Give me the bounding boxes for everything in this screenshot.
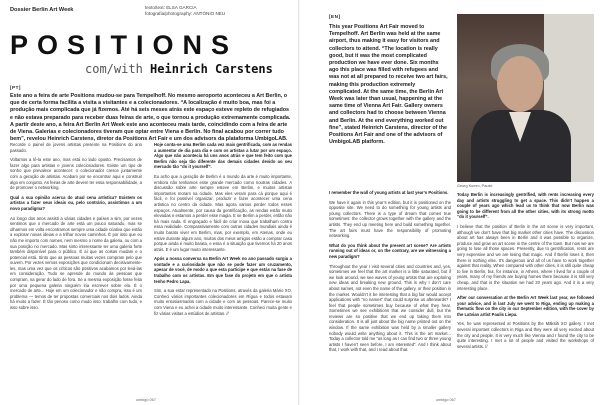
body-column-pt-2	[154, 142, 292, 320]
interview-question: Após a nossa conversa na Berlin Art Week no ano passado surgiu a vontade e a curiosidade que não se pode fazer um cruzamento, apesar de você, de modo a que esta participe e que estás na fase de trabalho com os artistas. Em que fase do projeto em que o artista tenho Pedro Lapa.	[154, 256, 292, 284]
photo-caption: Georg Kumm, Pause	[457, 184, 493, 188]
paragraph: Throughout the year I visit several cities and countries and, yes, sometimes we feel that the art market is a little saturated, but if we look around, we see waves of young artists that are exploring new ideas and breaking new ground. This is why I don’t care about names, not even the name of the gallery, or their position in the market. Wouldn’t it be interesting that a big fair would accept applications with “no names” that could surprise us afterwards? I feel that people sometimes buy because of what they hear. Sometimes we see exhibitions that we consider dull, but the reviews are so positive that we end up taking them into consideration. It is all just about the big name printed out on the window. If the same exhibition was held by a smaller gallery nobody would write anything about it. This is the art market... Today a collector told me “as long as I can find two or three young artists I haven’t seen before, I am interested”. And I think about that, I work with that, and I read about that.	[329, 263, 451, 353]
paragraph: Recorde o painel de jovens artistas presente na Positions do ano passado.	[10, 142, 142, 153]
paragraph: Sim, a sua estar representado na Positions, através da galeria Mário XO. Conheci vários importantes colecionadores em Rígua e todos estavam muito entusiasmados com a cidade e com as pessoas. Parece-se muito com Viena e eu achei a cidade muito interessante. Conheci muita gente e fiz várias visitas a estúdios de artistas. //	[154, 288, 292, 316]
lead-paragraph-pt: Este ano a feira de arte Positions mudou-se para Tempelhoff. No mesmo aeroporto aconteceu a Art Berlin, o que de certa forma facilita a visita a visitantes e a colecionadores. “A localização é muito boa, mas foi a produção mais complicada que já fizemos. Até há seis meses atrás este espaço esteve repleto de refugiados e não estava preparado para receber duas feiras de arte, o que tornou a produção extremamente complicada. A partir deste ano, a feira Art Berlin Art Week este ano aconteceu mais tarde, coincidindo com a feira de arte de Viena. Galerias e colecionadores tiveram que optar entre Viena e Berlin. No final acabou por correr tudo bem”, revelou Heinrich Carstens, diretor da Positions Art Fair e um dos advisors da plataforma UmbigoLAB.	[10, 93, 291, 143]
section-header: Dossier Berlin Art Week	[10, 7, 74, 13]
paragraph: Voltamos a tê-la este ano, mas está no lado oposto. Precisamos de fazer algo para artistas e jovens colecionadores. Existe um tipo de sonho que prevalece acontecer: o colecionador cresce juntamente com a geração de artistas. Acabam por se encontrar aqui e construir algo em conjunto. As feiras de arte devem ter essa responsabilidade, a de promover o networking.	[10, 157, 142, 191]
lead-paragraph-en: This year Positions Art Fair moved to Tempelhoff. Art Berlin was held at the same airport, thus making it easy for visitors and collectors to attend. “The location is really good, but it was the most complicated production we have ever done. Six months ago this place was filled with refugees and was not at all prepared to receive two art fairs, making this production extremely complicated. At the same time, the Berlin Art Week was later than usual, happening at the same time of Vienna Art Fair. Gallery owners and collectors had to choose between Vienna and Berlin. At the end everything worked out fine”, stated Heinrich Carstens, director of the Positions Art Fair and one of the advisors of UmbigoLAB platform.	[329, 24, 448, 146]
paragraph: We have it again in this year’s edition, but it is positioned on the opposite site. We need to do something for young artists and young collectors. There is a type of dream that comes true sometimes: the collector grows together with the gallery and the artists. They end up meeting here and build something together. The art fairs must have the responsibility of promoting networking.	[329, 199, 451, 239]
interview-question: After our conversation at the Berlin Art Week last year, we followed your advice, and in last July we went to Riga, ending up making a thematic flow on the city in our September edition, with the cover by the Latvian artist Paulis Liepa.	[457, 295, 594, 317]
interview-question: I remember the wall of young artists at last year’s Positions.	[329, 190, 449, 195]
body-column-en-2	[457, 192, 594, 353]
body-column-en-1	[329, 190, 451, 357]
language-tag-en: [EN]	[329, 14, 341, 19]
interview-question: What do you think about the present art scene? Are artists running out of ideas or, on the contrary, are we witnessing a new paradigm?	[329, 242, 451, 259]
portrait-photo	[457, 14, 594, 182]
paragraph: Ao longo dos anos assisti a várias cidades e países a sim, por vezes sentimos que o mercado de arte está um pouco saturado, mas se olharmos em volta encontramos sempre uma cidade criativa que estão a explorar novas ideias e a trilhar novos caminhos. É por isso que eu não me importo com nomes, nem mesmo o nome da galeria, ou com a sua posição no mercado. Mas sinto interessante ter uma galeria forte também disponível para o público. É aí que as coisas mudam e o potencial está. Sinto que as pessoas muitas vezes compram pelo que ouvem. Por vezes vemos exposições que condicionam decisivamente-les, mas uma vez que os críticos são positivos acabamos por levá-las em consideração. Tudo se aprende do mundo às pessoas que compram, na gerar do lado de fora. Se a mesma exposição fosse feita por uma pequena galeria ninguém iria escrever sobre ela. É o mercado de arte... Hoje em um colecionador e não compra, isso é um problema — temos de ter propostas comerciais nos dois lados. Ainda há muito a fazer. É tão penoso como mudo isso: trabalho com tudo, e isso sobre isso.	[10, 215, 142, 311]
credit-text: texto/text: ELSA GARCIA	[145, 5, 197, 10]
photo-figure-face	[497, 56, 543, 112]
article-subtitle	[85, 62, 273, 76]
interview-question: Hoje conta-se uma Berlim cada vez mais gentrificada, com as rendas a aumentar de dia para dia e com os artistas a lutar por um espaço. Algo que não acontecia há uns anos atrás e que tem feito com que Berlim não seja tão diferente das demais cidades devido ao seu mercado tão “do it yourself”.	[154, 142, 292, 170]
body-column-pt-1	[10, 142, 142, 315]
article-title: POSITIONS	[10, 30, 239, 60]
paragraph: I believe that the position of Berlin in the art scene is very important, although we don’t have that big market other cities have. The discussion about art has always been in Berlin and it was possible to organize, produce and grow an art scene in the centre of the town. But now we are going to lose all those spaces. Presently, due to gentrification, rents are very expensive and we are losing that magic. And if Berlin loses it, then there is nothing else. It’s dangerous and all of us have to work together against that reality. When compared with other cities, it is still quite cheap to live in Berlin, but, for instance, in Athens, where I lived for a couple of years, many of my friends are buying homes there because it is still very cheap, and that is the situation we had 20 years ago. And it is a very interesting place.	[457, 223, 594, 291]
interview-question: Qual a sua opinião acerca do atual cena artística? Existem os artistas a fazer seus ideais ou, pelo contrário, assistimos a um novo paradigma?	[10, 194, 142, 211]
subtitle-name: Heinrich Carstens	[150, 62, 273, 76]
page-number-left: umbigo 067	[136, 398, 156, 402]
paragraph: Yes, he was represented at Positions by the Mākslā XO gallery. I met several important collectors in Riga and they were all very excited about the city and people. It is very much like Vienna and I found the city to be quite interesting. I met a lot of people and visited the workshops of several artists. //	[457, 321, 594, 349]
interview-question: Today Berlin is increasingly gentrified, with rents increasing every day and artists struggling to get a space. This didn’t happen a couple of years ago which lead us to think that now Berlin was going to be different from all the other cities, with its strong motto “do it yourself”.	[457, 192, 594, 220]
credits	[145, 5, 225, 17]
page-number-right: umbigo 067	[436, 398, 456, 402]
subtitle-prefix: com/with	[85, 62, 143, 76]
credit-photo: fotografia/photography: ANTÓNIO NEU	[145, 11, 226, 16]
paragraph: Eu acho que a geração de Berlim é o mundo da arte é muito importante, embora não tenhamos esse grande mercado como noutras cidades. A discussão sobre arte sempre esteve em Berlim, e muitos artistas importantes moram na cidade. Mas eles veram para cá porque aqui é fácil, e foi possível organizar, produzir e fazer acontecer uma cena artística no centro da cidade. Mas agora vamos perder todos esses espaços. Atualmente, por causa da gentrificação, as rendas estão muito elevadas e estamos a perder esse magia. E se Berlim a perder, então não há mais nada. É engraçado e fácil de criar inova que trabalham contra essa realidade. Comparativamente com outras cidades mundiais ainda é muito barato viver em Berlim, mas, por exemplo, em Atenas, onde eu estive durante algum ano, muitos dos meus amigos estão a comprar casa porque ainda é muito barata, e essa é a situação que tivemos há 20 anos atrás. E é um lugar muito interessante.	[154, 173, 292, 252]
language-tag-pt: [PT]	[10, 85, 21, 90]
